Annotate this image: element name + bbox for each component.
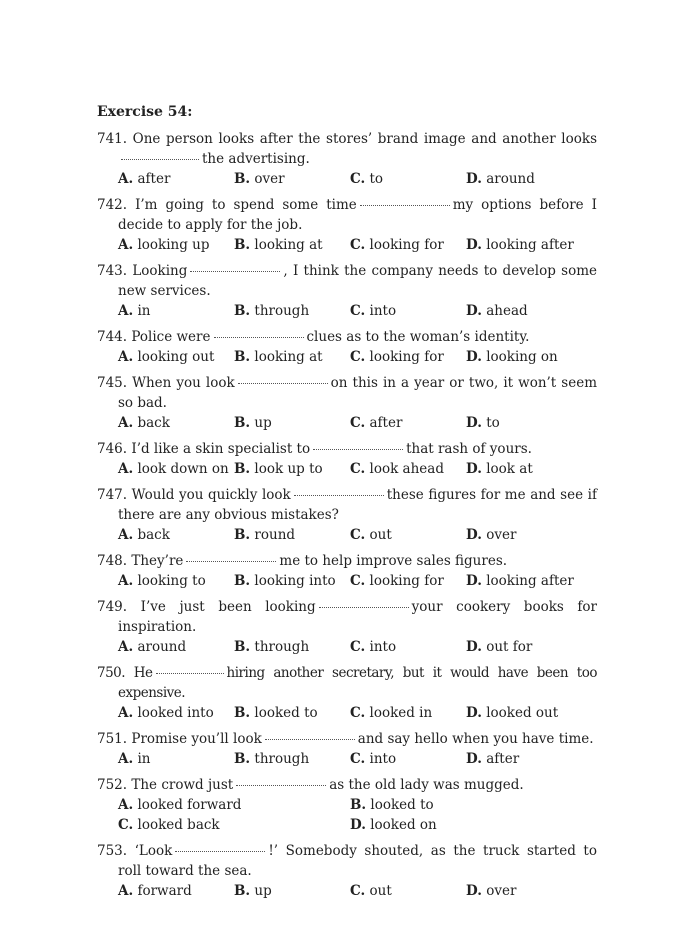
option-text: look at <box>481 461 533 477</box>
option-a <box>118 169 234 189</box>
option-letter: C. <box>350 237 366 253</box>
option-b <box>350 795 582 815</box>
option-letter: B. <box>234 639 251 655</box>
option-d <box>466 301 586 321</box>
option-text: looking after <box>481 237 574 253</box>
option-text: after <box>133 171 171 187</box>
answer-options <box>97 571 597 591</box>
stem-text-before: Police were <box>131 329 211 345</box>
option-d <box>466 571 586 591</box>
option-b <box>234 571 350 591</box>
option-letter: A. <box>118 797 134 813</box>
option-letter: B. <box>234 883 251 899</box>
stem-text-before: The crowd just <box>131 777 234 793</box>
option-d <box>466 413 586 433</box>
exercise-page <box>97 104 597 907</box>
answer-options <box>97 169 597 189</box>
option-text: looking at <box>250 237 323 253</box>
option-letter: D. <box>466 171 482 187</box>
question-744 <box>97 327 597 367</box>
option-letter: A. <box>118 461 134 477</box>
option-a <box>118 525 234 545</box>
stem-text-after: , I think the company needs to develop some new services. <box>118 263 597 299</box>
answer-options <box>97 637 597 657</box>
question-stem <box>97 195 597 235</box>
stem-text-after: your cookery books for inspiration. <box>118 599 597 635</box>
option-c <box>350 703 466 723</box>
option-b <box>234 235 350 255</box>
answer-options <box>97 881 597 901</box>
question-750 <box>97 663 597 723</box>
option-a <box>118 413 234 433</box>
question-number: 742. <box>97 197 136 213</box>
option-text: ahead <box>481 303 528 319</box>
option-letter: B. <box>234 349 251 365</box>
answer-options <box>97 301 597 321</box>
option-text: over <box>250 171 285 187</box>
option-b <box>234 637 350 657</box>
question-stem <box>97 729 597 749</box>
question-746 <box>97 439 597 479</box>
option-letter: A. <box>118 303 134 319</box>
question-list <box>97 129 597 901</box>
question-number: 749. <box>97 599 141 615</box>
option-letter: C. <box>350 461 366 477</box>
question-752 <box>97 775 597 835</box>
answer-blank <box>319 607 409 608</box>
option-c <box>350 347 466 367</box>
option-letter: C. <box>350 639 366 655</box>
option-text: looking for <box>365 573 444 589</box>
question-753 <box>97 841 597 901</box>
option-letter: C. <box>350 527 366 543</box>
option-text: round <box>250 527 296 543</box>
option-text: through <box>250 303 310 319</box>
option-text: looked on <box>365 817 437 833</box>
answer-blank <box>121 159 199 160</box>
option-d <box>350 815 582 835</box>
option-a <box>118 459 234 479</box>
option-c <box>350 459 466 479</box>
option-text: looked to <box>366 797 434 813</box>
option-d <box>466 881 586 901</box>
option-text: looked out <box>481 705 559 721</box>
option-d <box>466 169 586 189</box>
answer-options <box>97 235 597 255</box>
question-number: 744. <box>97 329 132 345</box>
option-text: after <box>365 415 403 431</box>
question-stem <box>97 663 597 703</box>
option-text: looking into <box>250 573 336 589</box>
option-c <box>350 881 466 901</box>
option-d <box>466 703 586 723</box>
stem-text-after: and say hello when you have time. <box>357 731 594 747</box>
option-text: look up to <box>250 461 323 477</box>
option-b <box>234 881 350 901</box>
question-751 <box>97 729 597 769</box>
option-letter: A. <box>118 639 134 655</box>
stem-text-after: hiring another secretary, but it would have been too expensive. <box>118 665 597 701</box>
stem-text-after: the advertising. <box>202 151 310 167</box>
option-letter: A. <box>118 415 134 431</box>
option-c <box>350 413 466 433</box>
question-stem <box>97 129 597 169</box>
option-letter: D. <box>466 883 482 899</box>
answer-blank <box>175 851 265 852</box>
question-number: 748. <box>97 553 132 569</box>
stem-text-before: Promise you’ll look <box>131 731 262 747</box>
stem-text-after: that rash of yours. <box>406 441 532 457</box>
question-number: 752. <box>97 777 132 793</box>
exercise-title: Exercise 54: <box>97 104 193 120</box>
answer-blank <box>214 337 304 338</box>
option-c <box>350 235 466 255</box>
stem-text-before: When you look <box>132 375 235 391</box>
option-letter: C. <box>350 303 366 319</box>
question-number: 750. <box>97 665 134 681</box>
option-letter: C. <box>350 415 366 431</box>
option-text: around <box>481 171 535 187</box>
answer-blank <box>238 383 328 384</box>
answer-blank <box>313 449 403 450</box>
stem-text-before: I’ve just been looking <box>140 599 316 615</box>
option-text: forward <box>133 883 192 899</box>
question-747 <box>97 485 597 545</box>
option-b <box>234 703 350 723</box>
option-letter: C. <box>350 171 366 187</box>
option-c <box>350 749 466 769</box>
answer-blank <box>294 495 384 496</box>
option-letter: B. <box>234 237 251 253</box>
option-letter: D. <box>466 303 482 319</box>
option-letter: C. <box>350 883 366 899</box>
question-stem <box>97 841 597 881</box>
option-text: into <box>365 639 397 655</box>
answer-blank <box>360 205 450 206</box>
question-stem <box>97 261 597 301</box>
option-b <box>234 749 350 769</box>
option-text: over <box>481 527 517 543</box>
option-letter: D. <box>466 461 482 477</box>
option-c <box>350 525 466 545</box>
stem-text-before: One person looks after the stores’ brand image and another looks <box>132 131 597 147</box>
option-letter: D. <box>466 527 482 543</box>
stem-text-before: ‘Look <box>134 843 173 859</box>
answer-options <box>97 795 597 835</box>
option-letter: A. <box>118 705 134 721</box>
option-text: looking for <box>365 349 444 365</box>
option-text: look ahead <box>365 461 444 477</box>
option-letter: C. <box>350 573 366 589</box>
option-letter: D. <box>466 415 482 431</box>
option-letter: C. <box>350 751 366 767</box>
answer-options <box>97 749 597 769</box>
stem-text-after: !’ Somebody shouted, as the truck started to roll toward the sea. <box>118 843 597 879</box>
answer-blank <box>156 673 224 674</box>
option-text: out <box>365 883 392 899</box>
answer-options <box>97 413 597 433</box>
question-741 <box>97 129 597 189</box>
option-a <box>118 749 234 769</box>
option-text: to <box>481 415 500 431</box>
option-text: looking up <box>133 237 210 253</box>
option-letter: D. <box>466 237 482 253</box>
stem-text-before: I’m going to spend some time <box>135 197 357 213</box>
stem-text-after: me to help improve sales figures. <box>279 553 508 569</box>
question-number: 753. <box>97 843 135 859</box>
question-stem <box>97 485 597 525</box>
question-stem <box>97 439 597 459</box>
option-text: back <box>133 415 170 431</box>
answer-blank <box>190 271 280 272</box>
answer-blank <box>236 785 326 786</box>
question-stem <box>97 775 597 795</box>
option-letter: A. <box>118 171 134 187</box>
option-text: looked in <box>365 705 433 721</box>
option-letter: B. <box>234 415 251 431</box>
option-text: looked into <box>133 705 214 721</box>
option-c <box>350 169 466 189</box>
option-letter: B. <box>234 461 251 477</box>
option-letter: D. <box>466 573 482 589</box>
option-letter: B. <box>234 303 251 319</box>
question-number: 741. <box>97 131 133 147</box>
answer-options <box>97 347 597 367</box>
option-letter: B. <box>234 573 251 589</box>
option-text: looking out <box>133 349 215 365</box>
option-a <box>118 881 234 901</box>
option-a <box>118 347 234 367</box>
option-text: looked forward <box>133 797 242 813</box>
question-748 <box>97 551 597 591</box>
question-number: 751. <box>97 731 132 747</box>
option-letter: D. <box>466 639 482 655</box>
option-text: after <box>481 751 520 767</box>
answer-options <box>97 459 597 479</box>
option-letter: B. <box>234 751 251 767</box>
question-745 <box>97 373 597 433</box>
option-text: around <box>133 639 187 655</box>
option-a <box>118 301 234 321</box>
option-letter: B. <box>234 527 251 543</box>
question-stem <box>97 327 597 347</box>
option-text: in <box>133 751 151 767</box>
option-letter: A. <box>118 751 134 767</box>
option-d <box>466 749 586 769</box>
option-text: to <box>365 171 384 187</box>
answer-blank <box>186 561 276 562</box>
option-d <box>466 459 586 479</box>
option-text: looking for <box>365 237 444 253</box>
option-c <box>350 571 466 591</box>
option-b <box>234 169 350 189</box>
question-stem <box>97 597 597 637</box>
question-number: 745. <box>97 375 133 391</box>
option-b <box>234 301 350 321</box>
stem-text-before: Looking <box>132 263 188 279</box>
option-letter: D. <box>466 751 482 767</box>
answer-blank <box>265 739 355 740</box>
option-b <box>234 525 350 545</box>
option-letter: D. <box>466 349 482 365</box>
option-letter: A. <box>118 349 134 365</box>
option-text: looking after <box>481 573 574 589</box>
option-text: up <box>250 415 272 431</box>
stem-text-before: I’d like a skin specialist to <box>131 441 311 457</box>
option-c <box>350 637 466 657</box>
stem-text-after: on this in a year or two, it won’t seem so bad. <box>118 375 597 411</box>
option-letter: B. <box>350 797 367 813</box>
option-a <box>118 571 234 591</box>
option-text: into <box>365 303 397 319</box>
answer-options <box>97 703 597 723</box>
option-text: back <box>133 527 170 543</box>
option-text: looking on <box>481 349 558 365</box>
stem-text-before: Would you quickly look <box>131 487 291 503</box>
option-text: out <box>365 527 392 543</box>
stem-text-after: as the old lady was mugged. <box>329 777 524 793</box>
option-text: looking to <box>133 573 206 589</box>
option-text: over <box>481 883 517 899</box>
option-letter: A. <box>118 237 134 253</box>
option-d <box>466 347 586 367</box>
option-letter: B. <box>234 705 251 721</box>
option-b <box>234 347 350 367</box>
option-text: through <box>250 639 310 655</box>
question-stem <box>97 373 597 413</box>
option-letter: C. <box>350 705 366 721</box>
option-text: up <box>250 883 272 899</box>
question-743 <box>97 261 597 321</box>
option-text: looked back <box>133 817 220 833</box>
question-number: 746. <box>97 441 132 457</box>
answer-options <box>97 525 597 545</box>
question-742 <box>97 195 597 255</box>
question-number: 747. <box>97 487 132 503</box>
stem-text-after: my options before I decide to apply for the job. <box>118 197 597 233</box>
stem-text-after: these figures for me and see if there are any obvious mistakes? <box>118 487 597 523</box>
option-letter: D. <box>350 817 366 833</box>
option-c <box>350 301 466 321</box>
option-d <box>466 235 586 255</box>
stem-text-before: He <box>133 665 153 681</box>
option-d <box>466 637 586 657</box>
option-letter: D. <box>466 705 482 721</box>
option-letter: A. <box>118 527 134 543</box>
option-a <box>118 637 234 657</box>
question-stem <box>97 551 597 571</box>
option-text: looking at <box>250 349 323 365</box>
option-a <box>118 795 350 815</box>
option-letter: C. <box>350 349 366 365</box>
option-d <box>466 525 586 545</box>
option-a <box>118 703 234 723</box>
option-letter: A. <box>118 573 134 589</box>
option-letter: A. <box>118 883 134 899</box>
option-text: look down on <box>133 461 229 477</box>
option-c <box>118 815 350 835</box>
option-letter: B. <box>234 171 251 187</box>
question-number: 743. <box>97 263 133 279</box>
option-text: looked to <box>250 705 318 721</box>
stem-text-after: clues as to the woman’s identity. <box>306 329 530 345</box>
option-text: out for <box>481 639 533 655</box>
option-b <box>234 413 350 433</box>
option-a <box>118 235 234 255</box>
option-b <box>234 459 350 479</box>
stem-text-before: They’re <box>131 553 184 569</box>
option-text: in <box>133 303 151 319</box>
option-text: through <box>250 751 310 767</box>
option-letter: C. <box>118 817 134 833</box>
option-text: into <box>365 751 397 767</box>
question-749 <box>97 597 597 657</box>
